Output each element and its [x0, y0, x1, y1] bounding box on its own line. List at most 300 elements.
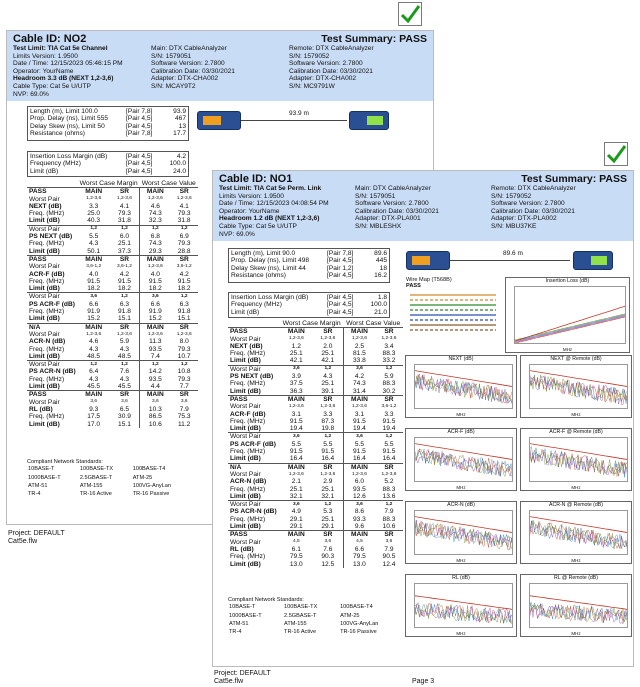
standards-row: [228, 603, 403, 611]
graph-traces: [530, 365, 628, 409]
wc-cell: 7.7: [179, 383, 189, 391]
main-unit-icon: [406, 251, 450, 270]
graph-panel: [505, 277, 630, 353]
wc-row: [27, 383, 198, 391]
wc-row: [228, 336, 403, 343]
wc-cell: 6.3: [119, 300, 130, 308]
wc-cell: NEXT (dB): [29, 202, 62, 210]
standard-item: 100BASE-TX: [79, 466, 114, 473]
graph-title: NEXT (dB): [448, 356, 474, 362]
wc-cell: SR: [171, 188, 198, 196]
wc-row: [228, 350, 403, 357]
measure-cell: 18: [379, 264, 387, 272]
header-right-col: [491, 185, 627, 238]
test-summary: Test Summary: PASS: [521, 173, 627, 185]
graph-traces: [415, 365, 513, 409]
wc-cell: Limit (dB): [230, 425, 261, 433]
wc-row: [27, 399, 198, 406]
wc-row: [27, 271, 198, 278]
wc-cell: 33.8: [343, 357, 375, 365]
cable-line: [450, 260, 570, 261]
measure-cell: [Pair 7,8]: [327, 250, 354, 257]
measure-row: [229, 250, 389, 257]
graph-title: NEXT @ Remote (dB): [550, 356, 602, 362]
wc-cell: 4.0: [89, 270, 99, 278]
section-status: PASS: [27, 255, 78, 263]
wc-cell: PS ACR-N (dB): [230, 508, 277, 516]
wc-cell: 79.3: [177, 240, 191, 248]
wc-row: [27, 233, 198, 240]
wc-cell: 1,2: [375, 501, 403, 509]
wc-cell: 91.5: [177, 277, 191, 285]
header-line: Adapter: DTX-PLA001: [355, 215, 421, 223]
wc-cell: 7.9: [179, 405, 189, 413]
measure-row: [229, 272, 389, 279]
measure-cell: 100.0: [370, 301, 387, 309]
wc-header-row: [27, 180, 198, 188]
wc-cell: 42.1: [321, 357, 335, 365]
wc-cell: MAIN: [280, 463, 313, 471]
wc-cell: 11.2: [178, 420, 191, 428]
wc-cell: 5.9: [384, 373, 394, 381]
wc-cell: 1,2: [313, 501, 344, 509]
standards-title: Compliant Network Standards:: [27, 459, 103, 465]
wc-cell: 1,2: [313, 433, 344, 441]
wc-cell: 2.1: [291, 478, 301, 486]
wc-cell: 2.0: [323, 342, 333, 350]
wc-cell: 17.5: [87, 413, 101, 421]
graph-panel: [405, 501, 517, 564]
measure-cell: [Pair 4,5]: [126, 153, 153, 160]
wc-cell: 15.2: [140, 315, 171, 323]
wc-cell: 16.4: [382, 455, 396, 463]
cable-id: Cable ID: NO1: [219, 173, 293, 185]
wc-cell: 19.4: [343, 425, 375, 433]
graph-panel: [520, 355, 632, 418]
wc-row: [27, 346, 198, 353]
wc-row: [228, 433, 403, 441]
graph-limit-line: [530, 596, 628, 610]
wc-cell: SR: [171, 255, 198, 263]
wc-cell: Limit (dB): [230, 523, 261, 531]
wc-cell: 25.0: [87, 210, 101, 218]
wc-row: [27, 308, 198, 315]
wc-cell: 25.1: [321, 380, 335, 388]
wc-cell: 25.1: [289, 350, 303, 358]
measure-cell: Resistance (ohms): [30, 130, 85, 138]
wc-row: [228, 441, 403, 448]
wc-row: [27, 203, 198, 210]
wc-cell: 93.5: [343, 486, 375, 493]
graph-title: ACR-F @ Remote (dB): [549, 429, 603, 435]
wc-cell: 87.3: [321, 417, 335, 425]
project-label: Project: DEFAULT: [214, 670, 271, 677]
section-status: PASS: [27, 188, 78, 196]
wc-cell: Limit (dB): [29, 352, 60, 360]
wc-row: [27, 361, 198, 369]
wc-cell: 88.3: [382, 485, 396, 493]
wc-cell: 4.4: [140, 383, 171, 391]
wc-row: [228, 523, 403, 531]
wc-cell: 19.8: [321, 425, 335, 433]
wc-cell: MAIN: [343, 328, 375, 336]
header-line: Software Version: 2.7800: [491, 200, 565, 208]
wc-row: [27, 293, 198, 301]
pass-check-icon: [398, 2, 422, 26]
graph-title: RL @ Remote (dB): [554, 575, 598, 581]
wc-cell: 10.3: [140, 406, 171, 413]
wc-cell: 8.0: [179, 338, 189, 346]
graph-panel: [405, 428, 517, 491]
wire-map-status: PASS: [406, 283, 421, 290]
wc-cell: MAIN: [78, 391, 110, 399]
wc-cell: 30.9: [118, 413, 131, 421]
measure-cell: Delay Skew (ns), Limit 44: [231, 264, 306, 272]
graph-x-label: MHz: [571, 412, 581, 417]
wc-cell: SR: [171, 323, 198, 331]
wc-cell: 1.2: [291, 342, 301, 350]
standard-item: 100VG-AnyLan: [132, 482, 171, 489]
wc-cell: Limit (dB): [230, 455, 261, 463]
wc-cell: 50.1: [87, 247, 101, 255]
wc-row: [27, 368, 198, 375]
wc-row: [228, 357, 403, 365]
file-label: Cat5e.flw: [214, 678, 244, 685]
graph-traces: [415, 511, 513, 555]
wc-cell: 1,2-3,6: [320, 336, 336, 342]
graph-trace: [515, 316, 626, 343]
wc-cell: Worst Pair: [27, 361, 78, 369]
wc-cell: Worst Pair: [230, 403, 261, 411]
graph-x-label: MHz: [571, 558, 581, 563]
wc-cell: 1,2-3,6: [381, 336, 397, 342]
wc-cell: 1,2: [110, 293, 140, 301]
wc-cell: 1,2-3,6: [117, 331, 132, 337]
header-line: Main: DTX CableAnalyzer: [151, 45, 227, 52]
wc-cell: MAIN: [280, 395, 313, 403]
header-line: Date / Time: 12/15/2023 04:08:54 PM: [219, 200, 329, 208]
wc-cell: Limit (dB): [29, 247, 60, 255]
wc-row: [27, 188, 198, 196]
wc-cell: 7.4: [140, 353, 171, 361]
wc-row: [228, 561, 403, 568]
wc-cell: 1,2-3,6: [343, 336, 375, 343]
wc-cell: 5.3: [323, 508, 333, 516]
wc-cell: 12.5: [321, 560, 335, 568]
wc-cell: 1,2-3,6: [117, 196, 132, 202]
wc-cell: RL (dB): [230, 545, 254, 553]
wc-cell: 93.5: [140, 376, 171, 383]
standards-block: [228, 597, 403, 636]
wc-cell: 18.2: [177, 285, 191, 293]
wc-cell: 4.2: [343, 373, 375, 380]
wc-cell: Freq. (MHz): [29, 413, 65, 421]
wc-cell: SR: [313, 463, 344, 471]
standards-row: [27, 482, 192, 490]
wc-row: [228, 501, 403, 509]
measure-cell: 93.9: [173, 108, 186, 115]
wc-cell: 7.9: [384, 545, 394, 553]
graph-limit-line: [530, 444, 628, 460]
wc-row: [27, 263, 198, 270]
section-status: PASS: [228, 395, 280, 403]
wc-cell: 4.1: [179, 202, 189, 210]
wc-cell: 40.3: [87, 217, 101, 225]
wc-cell: 4,5: [292, 539, 300, 545]
wc-cell: 3.9: [291, 373, 301, 381]
wc-cell: SR: [313, 531, 344, 539]
wc-cell: 4.2: [119, 270, 130, 278]
wc-cell: 45.5: [87, 383, 101, 391]
wc-cell: Freq. (MHz): [29, 345, 65, 353]
standard-item: 1000BASE-T: [28, 474, 61, 481]
graph-traces: [415, 584, 513, 628]
front-footer: [214, 670, 271, 686]
wc-cell: SR: [375, 328, 403, 336]
graph-trace: [415, 604, 513, 624]
wc-cell: Freq. (MHz): [230, 448, 266, 456]
header-line: Headroom 3.3 dB (NEXT 1,2-3,6): [13, 75, 114, 83]
wc-cell: 4.6: [140, 203, 171, 210]
wc-row: [228, 455, 403, 463]
wc-row: [27, 278, 198, 285]
wc-cell: 3,6: [180, 399, 188, 405]
wc-cell: 91.9: [140, 308, 171, 315]
wc-cell: 91.5: [382, 448, 396, 456]
header-line: S/N: 1579052: [491, 192, 532, 200]
wc-cell: 3.3: [323, 410, 333, 418]
header-line: Software Version: 2.7800: [151, 60, 225, 68]
measure-cell: Frequency (MHz): [231, 301, 282, 309]
wc-cell: Freq. (MHz): [29, 240, 65, 248]
wc-cell: 3,6: [280, 365, 313, 373]
wc-cell: SR: [110, 188, 140, 196]
wc-row: [27, 240, 198, 247]
wc-cell: 4.9: [291, 508, 301, 516]
wc-cell: 75.3: [177, 413, 191, 421]
measure-cell: Delay Skew (ns), Limit 50: [30, 122, 105, 130]
standard-item: TR-16 Passive: [340, 629, 377, 636]
wc-cell: SR: [375, 531, 403, 539]
wc-cell: 6.5: [119, 405, 130, 413]
wc-cell: SR: [110, 391, 140, 399]
wc-cell: Freq. (MHz): [230, 380, 266, 388]
header-line: Remote: DTX CableAnalyzer: [289, 45, 374, 52]
wc-cell: 10.7: [177, 352, 191, 360]
wc-cell: 7.6: [323, 545, 333, 553]
wc-cell: 37.5: [289, 380, 303, 388]
header-line: Remote: DTX CableAnalyzer: [491, 185, 576, 192]
measure-row: [28, 115, 188, 122]
wc-row: [228, 388, 403, 396]
wc-cell: 1,2: [140, 361, 171, 369]
wc-row: [228, 516, 403, 523]
wc-cell: 25.1: [321, 515, 335, 523]
wc-cell: RL (dB): [29, 405, 53, 413]
header-line: S/N: 1579051: [151, 52, 192, 60]
standards-block: [27, 459, 192, 498]
wc-cell: 6.9: [179, 233, 189, 241]
measure-cell: Limit (dB): [231, 308, 260, 316]
header-line: Limits Version: 1.9500: [13, 52, 78, 60]
wc-row: [27, 255, 198, 263]
wc-cell: 4,5: [343, 539, 375, 546]
wc-cell: 91.5: [289, 448, 303, 456]
wc-cell: 6.3: [179, 300, 189, 308]
wc-cell: 8.6: [343, 508, 375, 515]
wc-row: [228, 448, 403, 455]
graph-title: ACR-N (dB): [447, 502, 475, 508]
graph-x-label: MHz: [571, 485, 581, 490]
wc-cell: 29.1: [289, 523, 303, 531]
wc-cell: Worst Pair: [29, 263, 60, 271]
wc-cell: Freq. (MHz): [230, 515, 266, 523]
wc-row: [228, 493, 403, 501]
graph-trace: [415, 523, 513, 549]
wc-cell: 4.6: [89, 338, 99, 346]
standard-item: 10BASE-T: [229, 604, 256, 611]
wc-cell: 79.3: [118, 210, 131, 218]
standard-item: TR-16 Passive: [132, 491, 170, 498]
wc-row: [228, 553, 403, 560]
wc-cell: MAIN: [140, 188, 171, 196]
wc-row: [27, 248, 198, 256]
wc-cell: 6.4: [89, 368, 99, 376]
wc-cell: 91.5: [343, 418, 375, 425]
header-line: Test Limit: TIA Cat 5e Perm. Link: [219, 185, 322, 192]
wc-cell: 91.8: [118, 308, 131, 316]
wc-cell: 91.5: [289, 417, 303, 425]
wc-cell: 91.5: [87, 277, 101, 285]
wc-cell: 3,6: [280, 433, 313, 441]
wc-cell: 4.1: [119, 202, 130, 210]
wc-cell: 3,6: [343, 365, 375, 373]
standard-item: TR-16 Active: [79, 491, 112, 498]
measure-cell: Insertion Loss Margin (dB): [231, 294, 309, 301]
wc-cell: 91.5: [382, 417, 396, 425]
measure-row: [28, 108, 188, 115]
wc-row: [228, 343, 403, 350]
graph-x-label: MHz: [456, 558, 466, 563]
wc-cell: 15.1: [118, 420, 131, 428]
wc-cell: 30.2: [382, 387, 396, 395]
wc-cell: MAIN: [140, 323, 171, 331]
wc-cell: 90.5: [382, 553, 396, 561]
standard-item: 10BASE-T: [28, 466, 55, 473]
measure-cell: 13: [178, 122, 186, 130]
standard-item: ATM-25: [340, 612, 360, 619]
graph-plot: [529, 437, 628, 482]
wc-cell: 3,6: [280, 501, 313, 509]
graph-title: ACR-F (dB): [447, 429, 475, 435]
wc-row: [27, 406, 198, 413]
wc-cell: 5.5: [89, 233, 99, 241]
wc-row: [228, 411, 403, 418]
cable-id: Cable ID: NO2: [13, 33, 87, 45]
graph-plot: [514, 286, 626, 344]
wc-cell: MAIN: [343, 531, 375, 539]
wc-cell: 15.1: [177, 315, 191, 323]
wc-row: [27, 210, 198, 217]
graph-trace: [515, 314, 626, 341]
wc-cell: 6.8: [140, 233, 171, 240]
wc-cell: 19.4: [289, 425, 303, 433]
wc-cell: 28.8: [177, 247, 191, 255]
standards-row: [228, 628, 403, 636]
measure-cell: Length (m), Limit 100.0: [30, 108, 98, 115]
wc-cell: 31.8: [118, 217, 131, 225]
page-number: Page 3: [412, 678, 435, 685]
header-line: Adapter: DTX-CHA002: [151, 75, 219, 83]
graph-trace: [415, 449, 513, 476]
measure-cell: 16.2: [374, 272, 387, 280]
wc-cell: 13.0: [289, 560, 303, 568]
wc-cell: 1,2-3,6: [381, 471, 397, 477]
header-line: Main: DTX CableAnalyzer: [355, 185, 431, 192]
wc-cell: 25.1: [289, 485, 303, 493]
back-footer: [8, 530, 65, 546]
wc-cell: 16.4: [321, 455, 335, 463]
wc-cell: 9.6: [343, 523, 375, 531]
standards-row: [27, 474, 192, 482]
graph-traces: [530, 584, 628, 628]
wc-cell: ACR-F (dB): [230, 410, 266, 418]
wc-row: [228, 508, 403, 515]
wc-cell: Freq. (MHz): [230, 553, 266, 561]
wc-row: [27, 315, 198, 323]
worst-case-margin-heading: Worst Case Margin: [282, 320, 341, 327]
wc-cell: 4.2: [179, 270, 189, 278]
wc-cell: 7.9: [384, 508, 394, 516]
wc-cell: 48.5: [87, 352, 101, 360]
graph-panel: [405, 355, 517, 418]
standards-row: [27, 490, 192, 498]
wc-header-row: [228, 320, 403, 328]
wc-cell: 25.1: [321, 350, 335, 358]
wc-cell: Limit (dB): [230, 492, 261, 500]
wc-row: [228, 546, 403, 553]
standard-item: 100BASE-T4: [340, 604, 373, 611]
wc-cell: 17.0: [87, 420, 101, 428]
wc-cell: 1,2: [78, 225, 110, 233]
wc-cell: 74.3: [140, 210, 171, 217]
measure-cell: Length (m), Limit 90.0: [231, 250, 296, 257]
wc-row: [27, 391, 198, 399]
wc-cell: Limit (dB): [29, 217, 60, 225]
wc-cell: 25.1: [321, 485, 335, 493]
wc-cell: 1,2-3,6: [288, 403, 304, 409]
wc-cell: Limit (dB): [29, 315, 60, 323]
wc-cell: 14.2: [140, 368, 171, 375]
wc-cell: 79.3: [177, 345, 191, 353]
wc-cell: 1,2-3,6: [86, 196, 102, 202]
wc-cell: 3,6-1,2: [381, 403, 397, 409]
graph-plot: [414, 364, 513, 409]
wc-cell: ACR-N (dB): [230, 478, 267, 486]
wc-row: [27, 217, 198, 225]
wc-cell: 3,6-1,2: [117, 263, 132, 269]
wc-row: [27, 196, 198, 203]
wc-cell: 88.3: [382, 350, 396, 358]
wc-cell: 10.6: [382, 523, 396, 531]
wc-cell: 1,2-3,6: [320, 471, 336, 477]
wc-cell: 29.1: [289, 515, 303, 523]
wc-cell: 1,2-3,6: [320, 403, 336, 409]
worst-case-margin-heading: Worst Case Margin: [79, 180, 138, 187]
wc-cell: 4.3: [323, 373, 333, 381]
measure-cell: 24.0: [173, 167, 186, 175]
wc-row: [27, 301, 198, 308]
